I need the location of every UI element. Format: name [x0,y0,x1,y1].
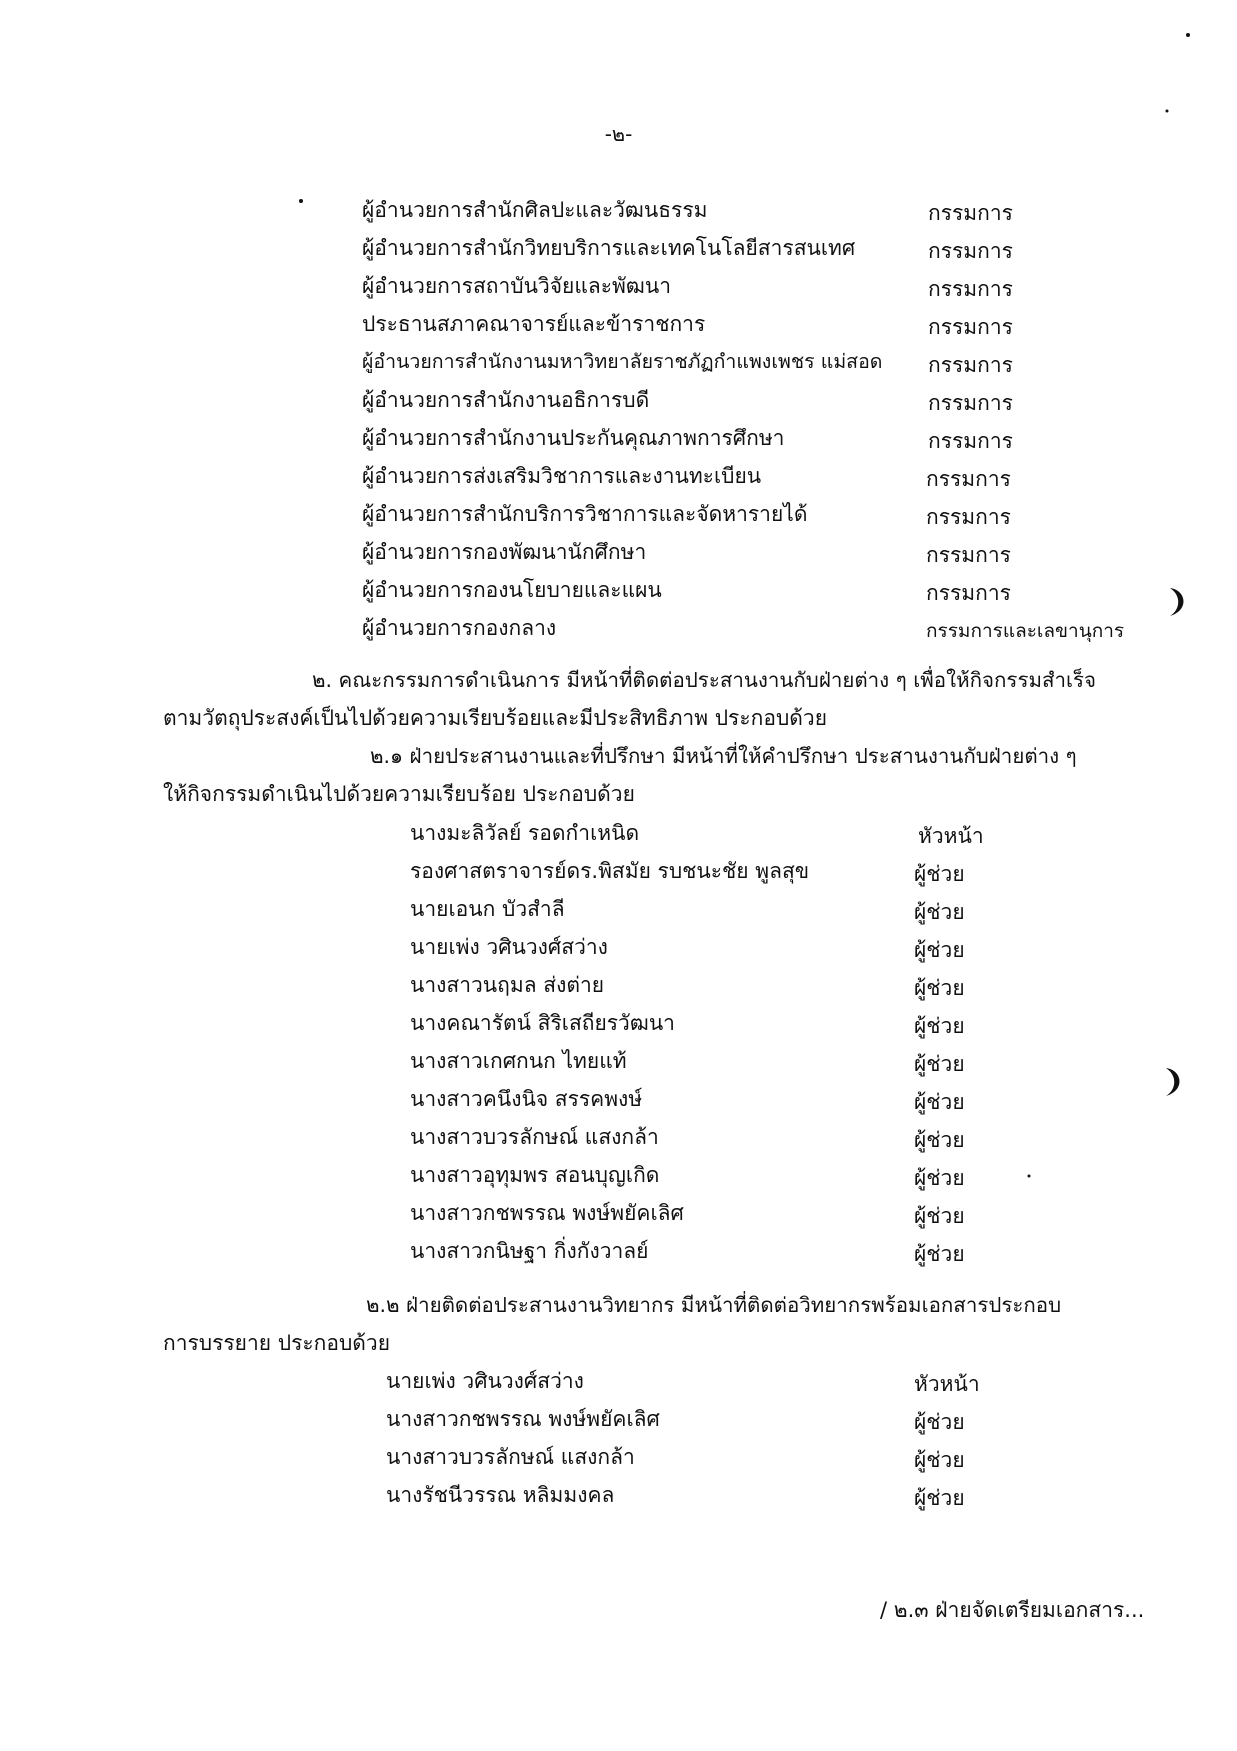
member-row [410,930,608,964]
member-row [410,968,604,1002]
committee-role [928,196,1013,230]
committee-role [926,538,1011,572]
member-name: นางสาวบวรลักษณ์ แสงกล้า [410,1125,659,1149]
member-role [914,895,965,929]
member-row [386,1402,660,1436]
member-role [914,1085,965,1119]
member-row [410,1044,627,1078]
member-role [914,1161,965,1195]
committee-role [926,576,1011,610]
section-2-1-line-2: ให้กิจกรรมดำเนินไปด้วยความเรียบร้อย ประกอบด้วย [163,782,635,806]
member-role [914,1405,965,1439]
member-name: นางคณารัตน์ สิริเสถียรวัฒนา [410,1011,675,1035]
member-name: ผู้อำนวยการกองนโยบายและแผน [362,578,662,602]
member-name: นายเพ่ง วศินวงศ์สว่าง [410,935,608,959]
committee-row [362,345,882,379]
member-name: ผู้อำนวยการสำนักวิทยบริการและเทคโนโลยีสารสนเทศ [362,236,856,260]
member-role-text: ผู้ช่วย [914,862,965,886]
dot-icon [298,198,304,204]
member-row [410,1196,684,1230]
member-name: ผู้อำนวยการกองกลาง [362,616,557,640]
member-name: ประธานสภาคณาจารย์และข้าราชการ [362,312,706,336]
member-name: ผู้อำนวยการกองพัฒนานักศึกษา [362,540,647,564]
committee-row [362,611,556,645]
member-role-text: ผู้ช่วย [914,1410,965,1434]
member-role [914,1237,965,1271]
member-role-text: หัวหน้า [914,1372,980,1396]
member-role-text: ผู้ช่วย [914,1052,965,1076]
member-name: รองศาสตราจารย์ดร.พิสมัย รบชนะชัย พูลสุข [410,859,810,883]
member-role-text: ผู้ช่วย [914,938,965,962]
committee-row [362,383,649,417]
member-name: นางสาวบวรลักษณ์ แสงกล้า [386,1445,635,1469]
member-name: นางสาวกนิษฐา กิ่งกังวาลย์ [410,1239,649,1263]
member-role: กรรมการ [928,315,1013,339]
member-name: นางสาวนฤมล ส่งต่าย [410,973,605,997]
member-name: นางสาวกชพรรณ พงษ์พยัคเลิศ [410,1201,684,1225]
dot-icon [1026,1173,1032,1179]
member-role: กรรมการ [928,277,1013,301]
member-role-text: หัวหน้า [918,824,984,848]
member-name: ผู้อำนวยการส่งเสริมวิชาการและงานทะเบียน [362,464,762,488]
committee-role [928,386,1013,420]
member-role-text: ผู้ช่วย [914,1166,965,1190]
committee-row [362,497,807,531]
member-role-text: ผู้ช่วย [914,1242,965,1266]
dot-icon [1185,32,1191,38]
committee-row [362,535,646,569]
member-role: กรรมการ [926,581,1011,605]
committee-role [928,424,1013,458]
committee-role [926,614,1124,648]
member-role [914,1367,980,1401]
member-name: ผู้อำนวยการสำนักงานมหาวิทยาลัยราชภัฏกำแพงเพชร แม่สอด [362,350,883,373]
committee-row [362,193,707,227]
scan-mark-icon [1158,584,1194,620]
member-role-text: ผู้ช่วย [914,1090,965,1114]
committee-role [928,272,1013,306]
section-2-line-2: ตามวัตถุประสงค์เป็นไปด้วยความเรียบร้อยและมีประสิทธิภาพ ประกอบด้วย [163,706,828,730]
committee-row [362,269,671,303]
member-role-text: ผู้ช่วย [914,976,965,1000]
member-row [410,1006,675,1040]
member-name: นางสาวคนึงนิจ สรรคพงษ์ [410,1087,643,1111]
section-2-2-line-1: ๒.๒ ฝ่ายติดต่อประสานงานวิทยากร มีหน้าที่ติดต่อวิทยากรพร้อมเอกสารประกอบ [366,1293,1062,1317]
committee-role [928,310,1013,344]
committee-row [362,573,662,607]
member-row [386,1440,635,1474]
member-role [914,1009,965,1043]
committee-row [362,459,761,493]
member-role: กรรมการ [928,391,1013,415]
member-name: ผู้อำนวยการสำนักงานประกันคุณภาพการศึกษา [362,426,785,450]
committee-role [926,500,1011,534]
member-row [410,1082,642,1116]
member-role-text: ผู้ช่วย [914,1486,965,1510]
continuation-footer: / ๒.๓ ฝ่ายจัดเตรียมเอกสาร... [880,1598,1145,1622]
member-name: นางสาวเกศกนก ไทยแท้ [410,1049,627,1073]
member-row [410,1158,659,1192]
member-name: นายเพ่ง วศินวงศ์สว่าง [386,1369,584,1393]
member-role: กรรมการและเลขานุการ [926,620,1125,642]
member-role: กรรมการ [926,543,1011,567]
member-role: กรรมการ [928,201,1013,225]
member-name: ผู้อำนวยการสำนักศิลปะและวัฒนธรรม [362,198,708,222]
member-role: กรรมการ [928,429,1013,453]
member-row [386,1364,584,1398]
member-role [914,1443,965,1477]
member-role [914,1481,965,1515]
scan-mark-icon [1154,1064,1190,1100]
member-row [410,892,565,926]
member-role [914,857,965,891]
member-role [914,933,965,967]
member-row [410,854,809,888]
member-role [918,819,984,853]
member-role-text: ผู้ช่วย [914,900,965,924]
member-row [410,1120,659,1154]
member-name: นางสาวกชพรรณ พงษ์พยัคเลิศ [386,1407,660,1431]
member-row [410,816,639,850]
member-role: กรรมการ [928,353,1013,377]
member-name: นางมะลิวัลย์ รอดกำเหนิด [410,821,640,845]
member-name: นายเอนก บัวสำลี [410,897,565,921]
member-role: กรรมการ [928,239,1013,263]
committee-row [362,307,705,341]
member-role-text: ผู้ช่วย [914,1204,965,1228]
member-name: ผู้อำนวยการสถาบันวิจัยและพัฒนา [362,274,672,298]
member-role [914,1199,965,1233]
member-role [914,1123,965,1157]
member-role-text: ผู้ช่วย [914,1128,965,1152]
member-role [914,971,965,1005]
committee-role [926,462,1011,496]
page-number: -๒- [604,122,633,146]
committee-role [928,348,1013,382]
committee-role [928,234,1013,268]
member-role [914,1047,965,1081]
member-name: ผู้อำนวยการสำนักงานอธิการบดี [362,388,650,412]
member-role: กรรมการ [926,467,1011,491]
member-name: นางรัชนีวรรณ หลิมมงคล [386,1483,615,1507]
member-row [386,1478,614,1512]
member-row [410,1234,648,1268]
member-name: นางสาวอุทุมพร สอนบุญเกิด [410,1163,660,1187]
member-role-text: ผู้ช่วย [914,1014,965,1038]
committee-row [362,231,855,265]
committee-row [362,421,784,455]
member-role: กรรมการ [926,505,1011,529]
section-2-2-line-2: การบรรยาย ประกอบด้วย [163,1331,391,1355]
dot-icon [1164,108,1170,114]
member-role-text: ผู้ช่วย [914,1448,965,1472]
member-name: ผู้อำนวยการสำนักบริการวิชาการและจัดหารายได้ [362,502,808,526]
section-2-1-line-1: ๒.๑ ฝ่ายประสานงานและที่ปรึกษา มีหน้าที่ให้คำปรึกษา ประสานงานกับฝ่ายต่าง ๆ [370,744,1077,768]
section-2-line-1: ๒. คณะกรรมการดำเนินการ มีหน้าที่ติดต่อประสานงานกับฝ่ายต่าง ๆ เพื่อให้กิจกรรมสำเร็จ [312,668,1097,692]
